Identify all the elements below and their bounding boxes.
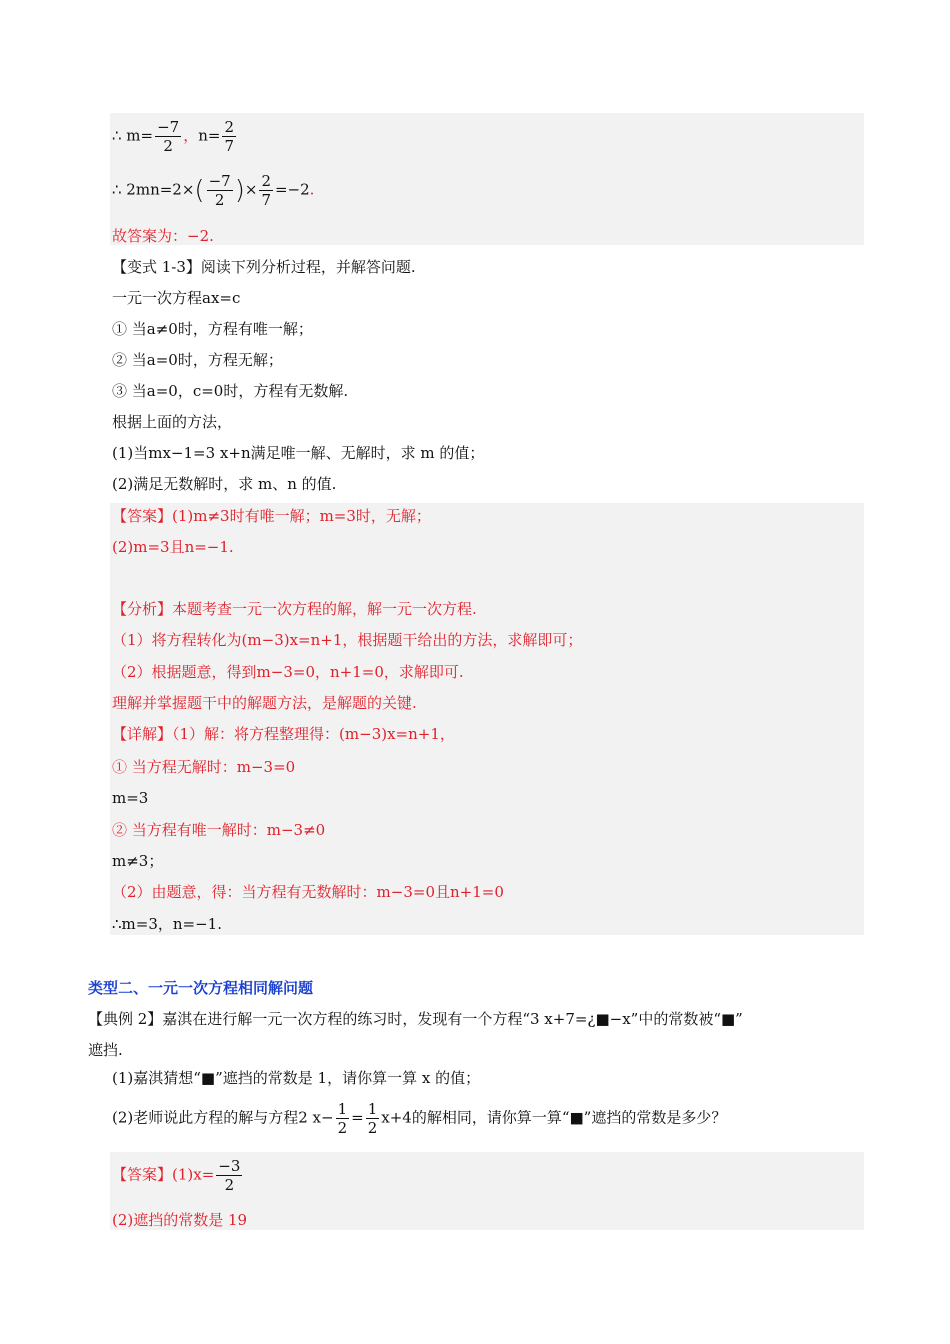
fraction: $\frac{-7}{2}$ [208, 172, 231, 209]
answer-line: 故答案为：−2. [112, 227, 214, 245]
solution-block-2 [110, 503, 864, 935]
detail-4: ② 当方程有唯一解时：m−3≠0 [112, 821, 326, 839]
case-3: ③ 当a=0，c=0时，方程有无数解. [112, 382, 349, 400]
fraction: $\frac{1}{2}$ [337, 1100, 348, 1137]
analysis-1: 【分析】本题考查一元一次方程的解，解一元一次方程. [112, 600, 477, 618]
detail-2: ① 当方程无解时：m−3=0 [112, 758, 296, 776]
detail-1: 【详解】（1）解：将方程整理得：(m−3)x=n+1， [112, 725, 455, 743]
equation-line: 一元一次方程ax=c [112, 289, 241, 307]
example-line-1: 【典例 2】嘉淇在进行解一元一次方程的练习时，发现有一个方程“3 x+7=¿■−x”中的常数被“■” [88, 1010, 743, 1028]
derivation-line-2: ∴ 2mn=2×( $\frac{-7}{2}$ )× $\frac{2}{7}$ =−2. [112, 172, 315, 209]
type2-question-2: (2)老师说此方程的解与方程2 x− $\frac{1}{2}$ = $\frac{1}{2}$ x+4的解相同，请你算一算“■”遮挡的常数是多少？ [112, 1100, 727, 1137]
example-line-2: 遮挡. [88, 1041, 123, 1059]
answer-1: 【答案】(1)m≠3时有唯一解；m=3时，无解； [112, 507, 431, 525]
question-2: (2)满足无数解时，求 m、n 的值. [112, 475, 337, 493]
fraction: $\frac{-3}{2}$ [218, 1157, 241, 1194]
method-line: 根据上面的方法， [112, 413, 233, 431]
case-1: ① 当a≠0时，方程有唯一解； [112, 320, 313, 338]
fraction: $\frac{2}{7}$ [224, 118, 235, 155]
variant-title: 【变式 1-3】阅读下列分析过程，并解答问题. [112, 258, 416, 276]
section-heading: 类型二、一元一次方程相同解问题 [88, 979, 314, 997]
type2-answer-2: (2)遮挡的常数是 19 [112, 1211, 248, 1229]
type2-answer-1: 【答案】(1)x= $\frac{-3}{2}$ [112, 1157, 241, 1194]
question-1: (1)当mx−1=3 x+n满足唯一解、无解时，求 m 的值； [112, 444, 485, 462]
detail-7: ∴m=3，n=−1. [112, 915, 222, 933]
analysis-2: （1）将方程转化为(m−3)x=n+1，根据题干给出的方法，求解即可； [112, 631, 583, 649]
detail-3: m=3 [112, 789, 149, 807]
line2-prefix: ∴ 2mn=2× [112, 180, 195, 199]
analysis-4: 理解并掌握题干中的解题方法，是解题的关键. [112, 694, 417, 712]
n-label: n= [198, 126, 221, 145]
case-2: ② 当a=0时，方程无解； [112, 351, 283, 369]
detail-5: m≠3； [112, 852, 164, 870]
fraction: $\frac{-7}{2}$ [157, 118, 180, 155]
separator: ， [183, 126, 199, 145]
type2-question-1: (1)嘉淇猜想“■”遮挡的常数是 1，请你算一算 x 的值； [112, 1069, 481, 1087]
line1-prefix: ∴ m= [112, 126, 154, 145]
detail-6: （2）由题意，得：当方程有无数解时：m−3=0且n+1=0 [112, 883, 504, 901]
fraction: $\frac{2}{7}$ [261, 172, 271, 209]
fraction: $\frac{1}{2}$ [367, 1100, 378, 1137]
analysis-3: （2）根据题意，得到m−3=0，n+1=0，求解即可. [112, 663, 464, 681]
derivation-line-1 [112, 118, 238, 155]
answer-2: (2)m=3且n=−1. [112, 538, 234, 556]
